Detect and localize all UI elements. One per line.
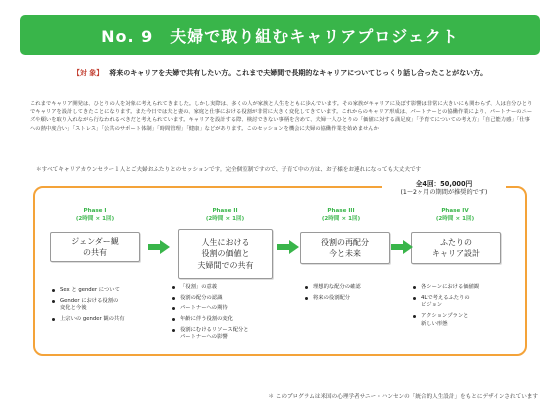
list-item: 年齢に伴う役割の変化 <box>172 316 290 324</box>
phase-2-name: Phase II <box>212 208 238 214</box>
page-title: No. 9 夫婦で取り組むキャリアプロジェクト <box>101 26 459 46</box>
price-amount: 全4回：50,000円 <box>415 180 473 188</box>
phase-3-header <box>296 208 386 223</box>
list-item: アクションプランと 新しい形態 <box>413 313 518 328</box>
phase-1-box: ジェンダー観 の共有 <box>50 232 140 262</box>
list-item: 上宗いの gender 観の共有 <box>52 316 170 324</box>
footer-note: ＊ このプログラムは米国の心理学者サニー・ハンセンの「統合的人生設計」をもとにデザインされています <box>268 394 538 400</box>
phase-3-name: Phase III <box>327 208 355 214</box>
list-item: パートナーへの期待 <box>172 305 290 313</box>
target-audience <box>0 68 560 78</box>
price-period: (1〜2ヶ月の期間が推奨的です) <box>400 188 488 196</box>
phase-1-header <box>50 208 140 223</box>
phase-4-header <box>410 208 500 223</box>
list-item: 理想的な配分の確認 <box>305 284 410 292</box>
phase-2-box: 人生における 役割の価値と 夫婦間での共有 <box>178 229 273 279</box>
list-item: 「役割」の意義 <box>172 284 290 292</box>
title-banner <box>20 15 540 55</box>
phase-3-list <box>305 284 410 305</box>
arrow-right-icon <box>277 240 299 254</box>
phase-3-duration: (2時間 × 1回) <box>321 215 361 222</box>
phase-2-duration: (2時間 × 1回) <box>205 215 245 222</box>
session-note: ＊すべてキャリアカウンセラー１人とご夫婦おふたりとのセッションです。完全個室制ですので、子育て中の方は、お子様をお連れになっても大丈夫です <box>36 167 422 173</box>
arrow-right-icon <box>391 240 413 254</box>
price-box <box>382 180 506 202</box>
intro-paragraph: これまでキャリア開発は、ひとりの人を対象に考えられてきました。しかし実際は、多くの人が家族と人生をともに歩んでいます。その家族がキャリアに及ぼす影響は非常に大きいにも関わらず、人は自分ひとりでキャリアを設計してきたことになります。また今日では夫と妻の、家庭と仕事における役割が非常に大きく変化してきています。これからのキャリア形成は、パートナーとの協働作業により、パートナーのニーズや願いを取り入れながら行なわれるべきだと考えられています。キャリアを設計する際、検討できない事柄を含めて、夫婦一人ひとりの「価値に対する満足度」「予育てについての考え方」「自己能力感」「仕事への熱中度合い」「ストレス」「公共のサポート体制」「時間管理」「健康」などがあります。このセッションを機会に夫婦の協働作業を始めませんか <box>30 101 533 132</box>
phase-2-header <box>180 208 270 223</box>
phase-1-duration: (2時間 × 1回) <box>75 215 115 222</box>
phase-3-box: 役割の再配分 今と未来 <box>300 232 390 264</box>
list-item: Gender における役割の 変化と今後 <box>52 298 170 313</box>
list-item: 役割の配分の認識 <box>172 295 290 303</box>
phase-1-name: Phase I <box>83 208 107 214</box>
arrow-right-icon <box>148 240 170 254</box>
target-text: 将来のキャリアを夫婦で共有したい方。これまで夫婦間で長期的なキャリアについてじっくり話し合ったことがない方。 <box>109 69 488 77</box>
phase-4-box: ふたりの キャリア設計 <box>411 232 501 264</box>
phase-4-list <box>413 284 518 331</box>
list-item: 将来の役割配分 <box>305 295 410 303</box>
phase-4-duration: (2時間 × 1回) <box>435 215 475 222</box>
list-item: 4Lで考えるふたりの ビジョン <box>413 295 518 310</box>
list-item: 各シーンにおける価値観 <box>413 284 518 292</box>
target-tag: 【対 象】 <box>72 69 104 77</box>
list-item: Sex と gender について <box>52 287 170 295</box>
phase-2-list <box>172 284 290 345</box>
phase-1-list <box>52 287 170 327</box>
phase-4-name: Phase IV <box>441 208 469 214</box>
list-item: 役割にむけるリソース配分と パートナーへの影響 <box>172 327 290 342</box>
